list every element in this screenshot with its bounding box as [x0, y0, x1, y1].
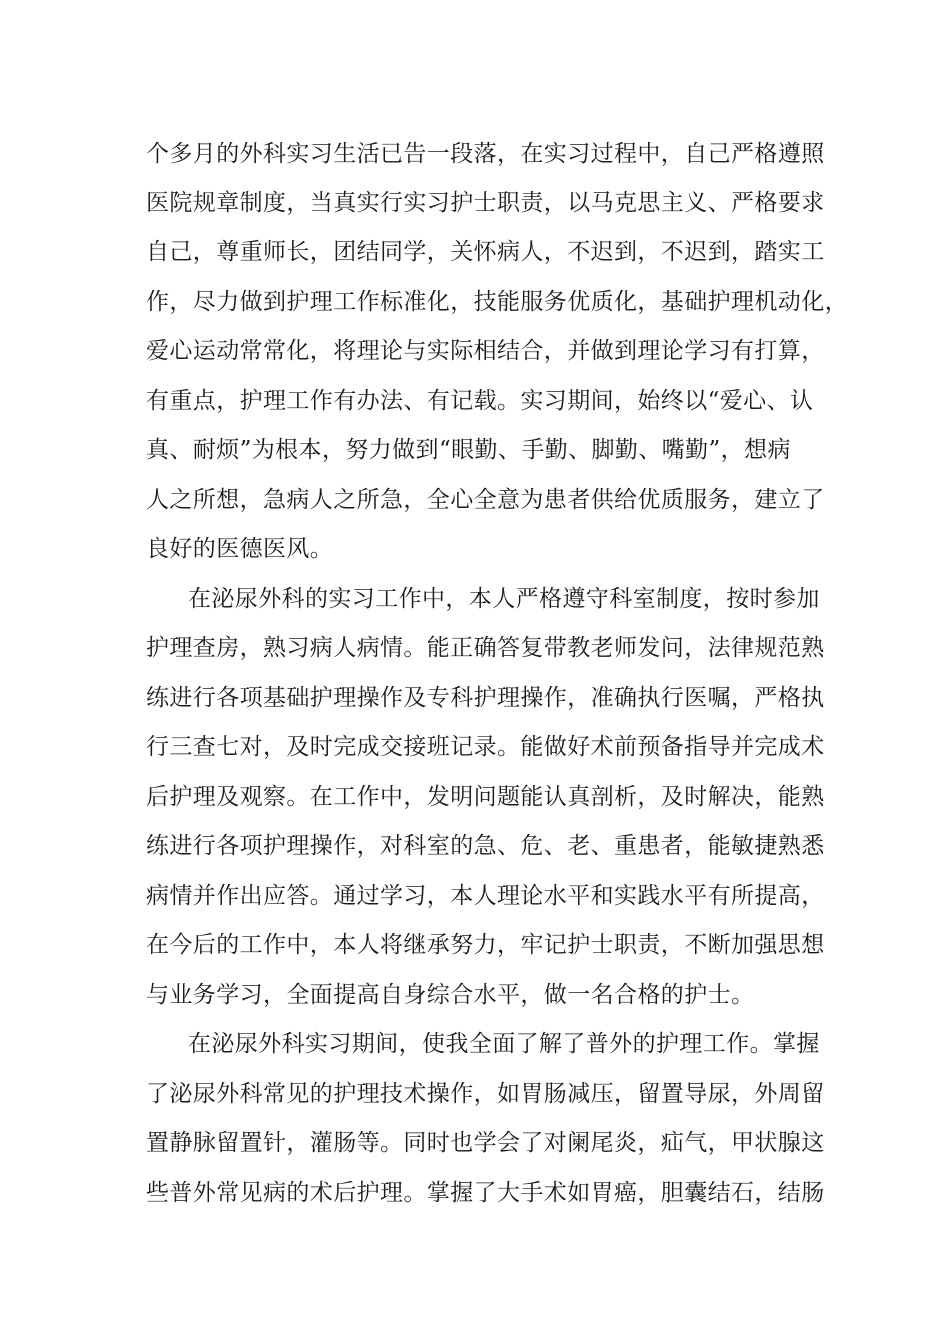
- paragraph-2-line-2: 护理查房，熟习病人病情。能正确答复带教老师发问，法律规范熟: [146, 635, 825, 661]
- paragraph-1-line-5: 爱心运动常常化，将理论与实际相结合，并做到理论学习有打算，: [146, 338, 825, 364]
- paragraph-2-line-3: 练进行各项基础护理操作及专科护理操作，准确执行医嘱，严格执: [146, 685, 825, 711]
- paragraph-1-line-4: 作，尽力做到护理工作标准化，技能服务优质化，基础护理机动化，: [146, 289, 848, 315]
- paragraph-3-line-3: 置静脉留置针，灌肠等。同时也学会了对阑尾炎，疝气，甲状腺这: [146, 1130, 825, 1156]
- paragraph-3-line-1: 在泌尿外科实习期间，使我全面了解了普外的护理工作。掌握: [188, 1031, 820, 1057]
- paragraph-1-line-7: 真、耐烦”为根本，努力做到“眼勤、手勤、脚勤、嘴勤”，想病: [146, 437, 791, 463]
- paragraph-2-line-4: 行三查七对，及时完成交接班记录。能做好术前预备指导并完成术: [146, 734, 825, 760]
- paragraph-1-line-3: 自己，尊重师长，团结同学，关怀病人，不迟到，不迟到，踏实工: [146, 239, 825, 265]
- paragraph-2-line-5: 后护理及观察。在工作中，发明问题能认真剖析，及时解决，能熟: [146, 784, 825, 810]
- paragraph-1-line-9: 良好的医德医风。: [146, 536, 334, 562]
- paragraph-2-line-1: 在泌尿外科的实习工作中，本人严格遵守科室制度，按时参加: [188, 586, 820, 612]
- paragraph-3-line-2: 了泌尿外科常见的护理技术操作，如胃肠减压，留置导尿，外周留: [146, 1081, 825, 1107]
- paragraph-2-line-9: 与业务学习，全面提高自身综合水平，做一名合格的护士。: [146, 982, 755, 1008]
- paragraph-1-line-1: 个多月的外科实习生活已告一段落，在实习过程中，自己严格遵照: [146, 141, 825, 167]
- paragraph-1-line-8: 人之所想，急病人之所急，全心全意为患者供给优质服务，建立了: [146, 487, 825, 513]
- paragraph-1-line-6: 有重点，护理工作有办法、有记载。实习期间，始终以“爱心、认: [146, 388, 814, 414]
- paragraph-2-line-7: 病情并作出应答。通过学习，本人理论水平和实践水平有所提高，: [146, 883, 825, 909]
- paragraph-1-line-2: 医院规章制度，当真实行实习护士职责，以马克思主义、严格要求: [146, 190, 825, 216]
- paragraph-2-line-8: 在今后的工作中，本人将继承努力，牢记护士职责，不断加强思想: [146, 932, 825, 958]
- paragraph-2-line-6: 练进行各项护理操作，对科室的急、危、老、重患者，能敏捷熟悉: [146, 833, 825, 859]
- paragraph-3-line-4: 些普外常见病的术后护理。掌握了大手术如胃癌，胆囊结石，结肠: [146, 1180, 825, 1206]
